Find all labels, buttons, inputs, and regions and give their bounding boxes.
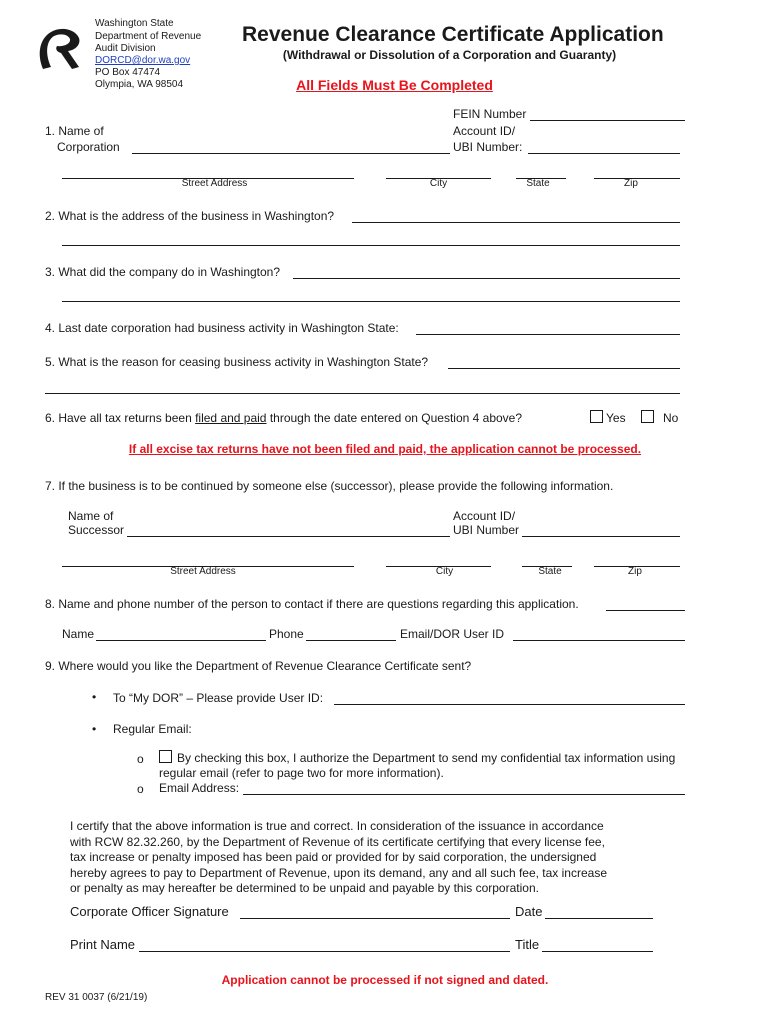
agency-email-link[interactable]: DORCD@dor.wa.gov (95, 55, 191, 66)
signature-date-input[interactable] (545, 902, 653, 919)
yes-label: Yes (606, 411, 626, 425)
dor-logo (33, 25, 85, 77)
successor-ubi-label: UBI Number (453, 523, 520, 537)
successor-state-label: State (538, 566, 562, 577)
print-name-label: Print Name (70, 937, 136, 952)
bullet-mydor: • (92, 690, 97, 704)
sub-bullet-email: o (137, 782, 144, 796)
mydor-userid-input[interactable] (334, 688, 685, 705)
title-input[interactable] (542, 935, 653, 952)
page-subtitle: (Withdrawal or Dissolution of a Corporation and Guaranty) (282, 48, 617, 62)
state-label: State (526, 178, 550, 189)
corp-state-input[interactable] (516, 162, 566, 179)
business-activity-line2-input[interactable] (62, 285, 680, 302)
contact-phone-label: Phone (269, 627, 304, 641)
q6-warning: If all excise tax returns have not been filed and paid, the application cannot be processed. (128, 442, 642, 456)
ubi-number-label: UBI Number: (453, 140, 523, 154)
email-address-input[interactable] (243, 778, 685, 795)
city-label: City (429, 178, 448, 189)
agency-po-box: PO Box 47474 (95, 67, 161, 78)
agency-city: Olympia, WA 98504 (95, 79, 184, 90)
successor-city-input[interactable] (386, 550, 491, 567)
bullet-regular-email: • (92, 722, 97, 736)
signature-date-label: Date (515, 904, 543, 919)
yes-checkbox[interactable] (590, 410, 603, 423)
no-checkbox[interactable] (641, 410, 654, 423)
q9-label: 9. Where would you like the Department of Revenue Clearance Certificate sent? (45, 659, 472, 673)
q1-label-corporation: Corporation (57, 140, 120, 154)
corp-city-input[interactable] (386, 162, 491, 179)
sub-bullet-consent: o (137, 752, 144, 766)
page-title: Revenue Clearance Certificate Application (242, 23, 664, 46)
certify-line-1: I certify that the above information is true and correct. In consideration of the issuance in accordance (70, 819, 604, 833)
successor-city-label: City (435, 566, 454, 577)
successor-street-label: Street Address (170, 566, 236, 577)
certify-line-2: with RCW 82.32.260, by the Department of Revenue of its certificate certifying that every license fee, (70, 835, 605, 849)
fein-label: FEIN Number (453, 107, 527, 121)
zip-label: Zip (624, 178, 638, 189)
consent-text-line1: By checking this box, I authorize the Department to send my confidential tax information using (177, 751, 676, 765)
print-name-input[interactable] (139, 935, 510, 952)
certify-line-5: or penalty as may hereafter be determined to be unpaid and payable by this corporation. (70, 881, 539, 895)
agency-name: Washington State (95, 18, 174, 29)
officer-signature-label: Corporate Officer Signature (70, 904, 229, 919)
successor-zip-input[interactable] (594, 550, 680, 567)
successor-name-label: Name of (68, 509, 114, 523)
certify-line-3: tax increase or penalty imposed has been paid or provided for by said corporation, the undersigned (70, 850, 597, 864)
q5-label: 5. What is the reason for ceasing business activity in Washington State? (45, 355, 429, 369)
successor-account-label: Account ID/ (453, 509, 516, 523)
successor-label: Successor (68, 523, 125, 537)
regular-email-label: Regular Email: (113, 722, 192, 736)
corporation-name-input[interactable] (132, 137, 450, 154)
ceasing-reason-input[interactable] (448, 352, 680, 369)
successor-state-input[interactable] (522, 550, 572, 567)
wa-address-input[interactable] (352, 206, 680, 223)
officer-signature-input[interactable] (240, 902, 510, 919)
title-label: Title (515, 937, 540, 952)
wa-address-line2-input[interactable] (62, 229, 680, 246)
successor-zip-label: Zip (628, 566, 642, 577)
q6-label (45, 411, 522, 425)
last-activity-date-input[interactable] (416, 318, 680, 335)
contact-extra-input[interactable] (606, 594, 685, 611)
email-address-label: Email Address: (159, 781, 240, 795)
street-address-label: Street Address (181, 178, 248, 189)
contact-name-label: Name (62, 627, 95, 641)
q7-label: 7. If the business is to be continued by someone else (successor), please provide the following information. (45, 479, 614, 493)
q3-label: 3. What did the company do in Washington? (45, 265, 281, 279)
q6-text-pre: 6. Have all tax returns been (45, 411, 196, 425)
ubi-number-input[interactable] (528, 137, 680, 154)
required-notice: All Fields Must Be Completed (296, 77, 493, 93)
successor-name-input[interactable] (127, 520, 450, 537)
account-id-label: Account ID/ (453, 124, 516, 138)
corp-zip-input[interactable] (594, 162, 680, 179)
footer-warning: Application cannot be processed if not signed and dated. (221, 973, 549, 987)
corp-street-input[interactable] (62, 162, 354, 179)
contact-name-input[interactable] (96, 624, 266, 641)
certify-line-4: hereby agrees to pay to Department of Revenue, upon its demand, any and all such fee, tax increase (70, 866, 607, 880)
mydor-label: To “My DOR” – Please provide User ID: (113, 691, 324, 705)
form-id: REV 31 0037 (6/21/19) (45, 992, 148, 1003)
q1-label: 1. Name of (45, 124, 104, 138)
email-consent-checkbox[interactable] (159, 750, 172, 763)
q6-text-underlined: filed and paid (195, 411, 267, 425)
agency-division: Audit Division (95, 43, 156, 54)
business-activity-input[interactable] (293, 262, 680, 279)
no-label: No (663, 411, 679, 425)
consent-text-line2: regular email (refer to page two for more information). (159, 766, 444, 780)
agency-department: Department of Revenue (95, 31, 202, 42)
q6-text-post: through the date entered on Question 4 above? (266, 411, 523, 425)
q8-label: 8. Name and phone number of the person to contact if there are questions regarding this application. (45, 597, 579, 611)
q4-label: 4. Last date corporation had business activity in Washington State: (45, 321, 399, 335)
contact-email-input[interactable] (513, 624, 685, 641)
fein-input[interactable] (530, 104, 685, 121)
q2-label: 2. What is the address of the business in Washington? (45, 209, 335, 223)
successor-street-input[interactable] (62, 550, 354, 567)
successor-ubi-input[interactable] (522, 520, 680, 537)
contact-email-label: Email/DOR User ID (400, 627, 505, 641)
contact-phone-input[interactable] (306, 624, 396, 641)
ceasing-reason-line2-input[interactable] (45, 377, 680, 394)
